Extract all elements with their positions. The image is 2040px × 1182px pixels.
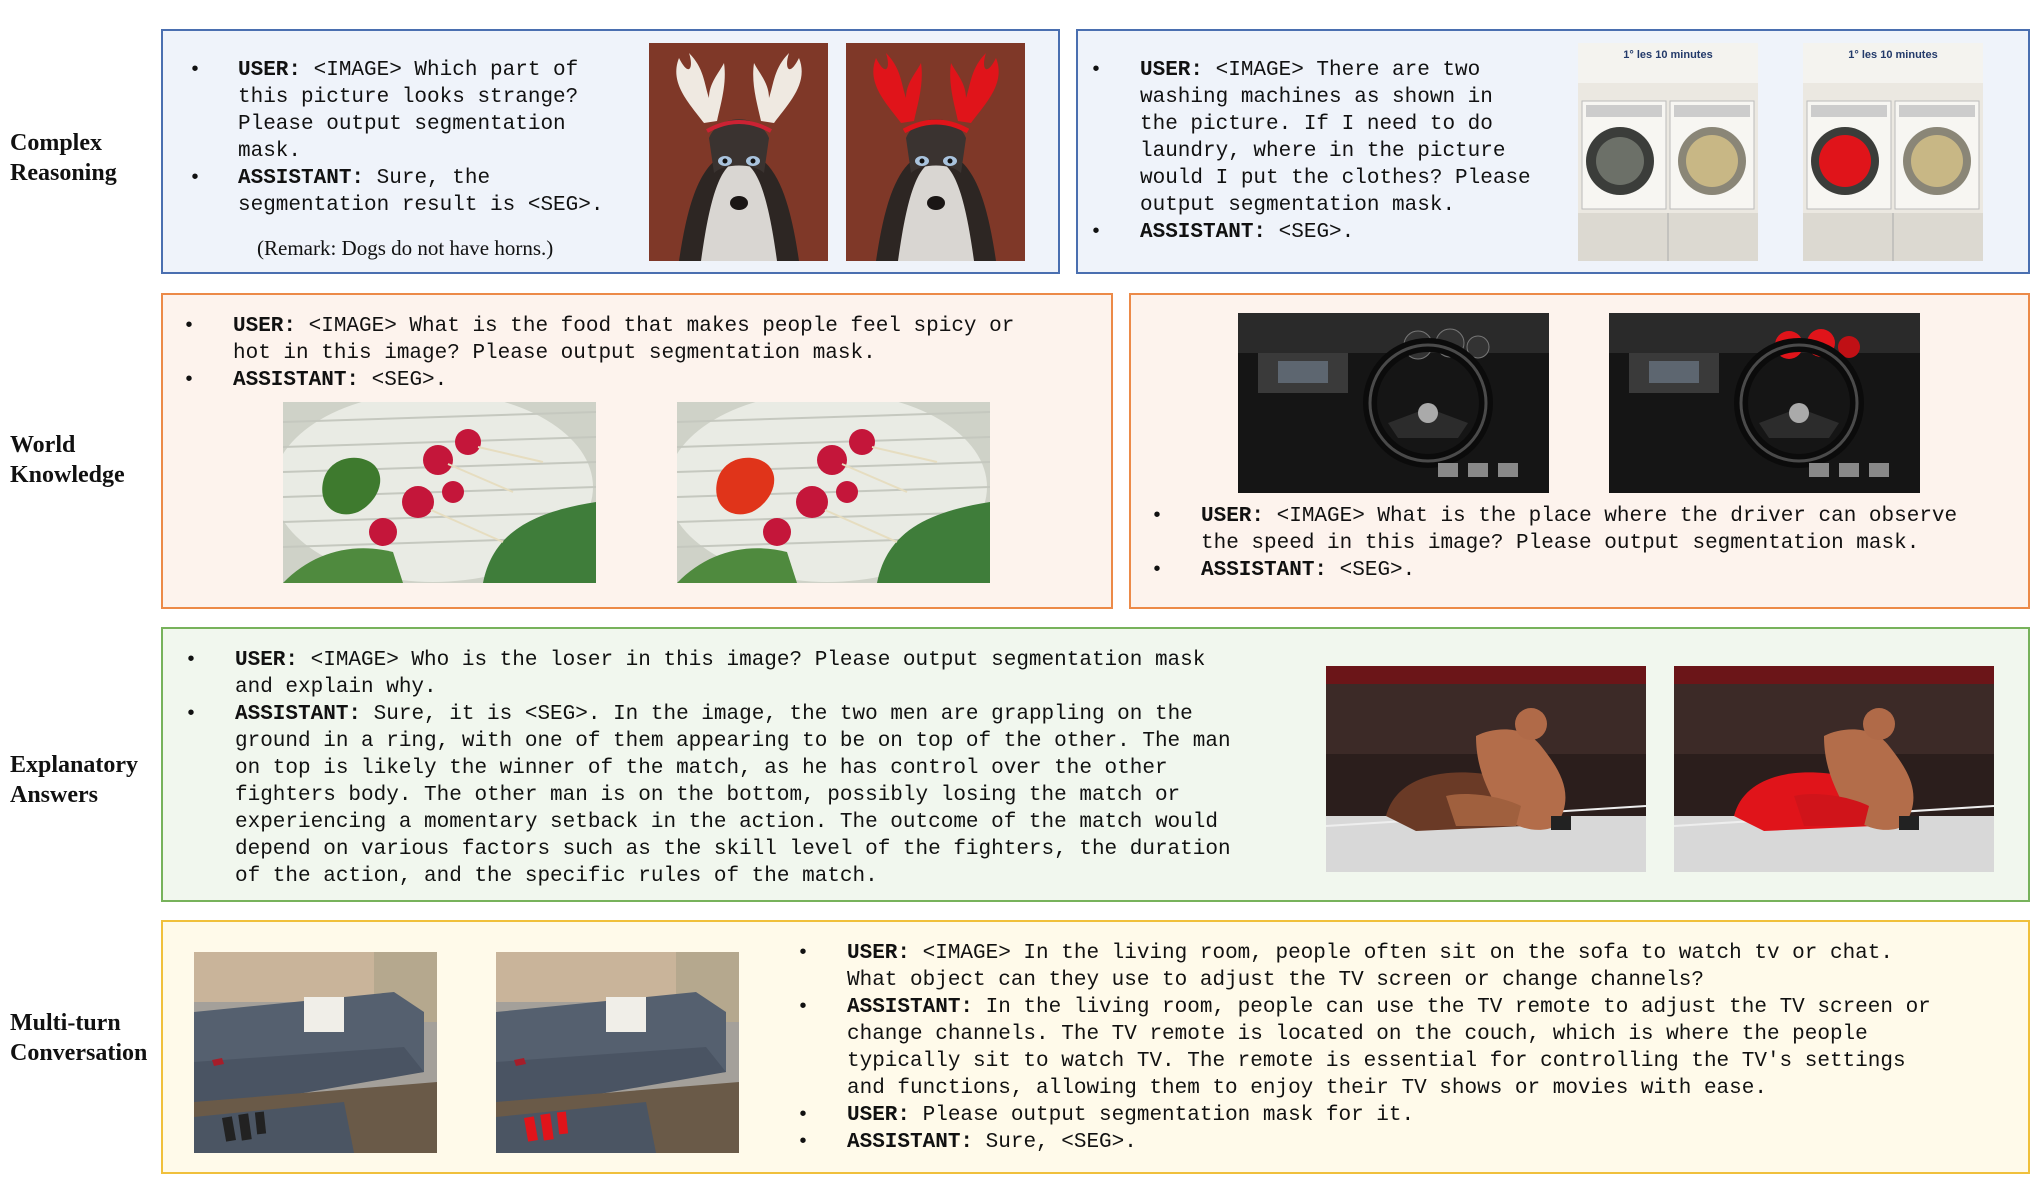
bullet: •: [1151, 505, 1164, 528]
row-label-explanatory-answers: [10, 750, 138, 810]
bullet: •: [797, 942, 810, 965]
text-line: <SEG>.: [1327, 559, 1416, 582]
washer-sign-text: 1° les 10 minutes: [1623, 49, 1713, 61]
example-panel-dog-horns: [161, 29, 1060, 274]
row-label-line: Knowledge: [10, 462, 125, 488]
assistant-turn: [847, 994, 1931, 1102]
dashboard-segmented-image: [1609, 313, 1920, 493]
user-turn: [233, 313, 1014, 367]
user-turn: [1201, 503, 1957, 557]
assistant-turn: [235, 701, 1231, 890]
bullet: •: [1090, 59, 1103, 82]
bullet: •: [189, 59, 202, 82]
dog-input-image: [649, 43, 828, 261]
user-turn: [847, 940, 1893, 994]
example-panel-tv-remote: [161, 920, 2030, 1174]
speaker-user: USER:: [847, 942, 911, 965]
text-line: Sure, the: [364, 167, 491, 190]
row-label-complex-reasoning: [10, 128, 117, 188]
bullet: •: [797, 996, 810, 1019]
text-line: segmentation result is <SEG>.: [238, 194, 604, 217]
speaker-user: USER:: [847, 1104, 911, 1127]
livingroom-input-image: [194, 952, 437, 1153]
speaker-assistant: ASSISTANT:: [1140, 221, 1267, 244]
speaker-user: USER:: [235, 649, 299, 672]
text-line: change channels. The TV remote is located on the couch, which is where the people: [847, 1023, 1868, 1046]
row-label-line: Explanatory: [10, 752, 139, 778]
user-turn: [235, 647, 1205, 701]
text-line: <SEG>.: [1266, 221, 1355, 244]
bullet: •: [189, 167, 202, 190]
bullet: •: [185, 649, 198, 672]
row-label-line: Conversation: [10, 1040, 148, 1066]
text-line: depend on various factors such as the skill level of the fighters, the duration: [235, 838, 1231, 861]
row-label-line: Multi-turn: [10, 1010, 121, 1036]
remark-note: (Remark: Dogs do not have horns.): [257, 236, 554, 260]
bullet: •: [1090, 221, 1103, 244]
text-line: output segmentation mask.: [1140, 194, 1456, 217]
example-panel-washing-machines: [1076, 29, 2030, 274]
text-line: <IMAGE> In the living room, people often sit on the sofa to watch tv or chat.: [910, 942, 1893, 965]
text-line: Sure, <SEG>.: [973, 1131, 1137, 1154]
dashboard-input-image: [1238, 313, 1549, 493]
text-line: this picture looks strange?: [238, 86, 579, 109]
text-line: and explain why.: [235, 676, 437, 699]
radish-segmented-image: [677, 402, 990, 583]
bullet: •: [1151, 559, 1164, 582]
text-line: <IMAGE> What is the food that makes people feel spicy or: [296, 315, 1015, 338]
bullet: •: [183, 369, 196, 392]
row-label-line: Reasoning: [10, 160, 117, 186]
text-line: <SEG>.: [359, 369, 448, 392]
text-line: <IMAGE> There are two: [1203, 59, 1481, 82]
row-label-line: World: [10, 432, 76, 458]
text-line: typically sit to watch TV. The remote is essential for controlling the TV's settings: [847, 1050, 1906, 1073]
washer-segmented-image: [1803, 43, 1983, 261]
assistant-turn: [238, 165, 603, 219]
washer-sign-text: 1° les 10 minutes: [1848, 49, 1938, 61]
text-line: of the action, and the specific rules of the match.: [235, 865, 878, 888]
user-turn: [1140, 57, 1531, 219]
washer-input-image: [1578, 43, 1758, 261]
livingroom-segmented-image: [496, 952, 739, 1153]
bullet: •: [797, 1131, 810, 1154]
bullet: •: [185, 703, 198, 726]
text-line: on top is likely the winner of the match, as he has control over the other: [235, 757, 1168, 780]
fight-segmented-image: [1674, 666, 1994, 872]
assistant-turn: [1201, 557, 1415, 584]
assistant-turn: [1140, 219, 1354, 246]
row-label-line: Answers: [10, 782, 98, 808]
speaker-assistant: ASSISTANT:: [847, 1131, 974, 1154]
text-line: <IMAGE> What is the place where the driver can observe: [1264, 505, 1958, 528]
text-line: What object can they use to adjust the TV screen or change channels?: [847, 969, 1704, 992]
text-line: washing machines as shown in: [1140, 86, 1493, 109]
text-line: laundry, where in the picture: [1140, 140, 1506, 163]
speaker-assistant: ASSISTANT:: [238, 167, 365, 190]
speaker-user: USER:: [238, 59, 302, 82]
text-line: and functions, allowing them to enjoy their TV shows or movies with ease.: [847, 1077, 1767, 1100]
text-line: <IMAGE> Which part of: [301, 59, 579, 82]
text-line: Please output segmentation mask for it.: [910, 1104, 1415, 1127]
user-turn: [238, 57, 578, 165]
row-label-multi-turn-conversation: [10, 1008, 147, 1068]
bullet: •: [183, 315, 196, 338]
speaker-user: USER:: [1140, 59, 1204, 82]
radish-input-image: [283, 402, 596, 583]
fight-input-image: [1326, 666, 1646, 872]
row-label-world-knowledge: [10, 430, 125, 490]
text-line: In the living room, people can use the TV remote to adjust the TV screen or: [973, 996, 1931, 1019]
text-line: <IMAGE> Who is the loser in this image? Please output segmentation mask: [298, 649, 1206, 672]
example-panel-car-speedometer: [1129, 293, 2030, 609]
text-line: Sure, it is <SEG>. In the image, the two men are grappling on the: [361, 703, 1193, 726]
speaker-assistant: ASSISTANT:: [235, 703, 362, 726]
speaker-assistant: ASSISTANT:: [1201, 559, 1328, 582]
text-line: ground in a ring, with one of them appearing to be on top of the other. The man: [235, 730, 1231, 753]
text-line: the speed in this image? Please output segmentation mask.: [1201, 532, 1920, 555]
text-line: Please output segmentation: [238, 113, 566, 136]
row-label-line: Complex: [10, 130, 102, 156]
dog-segmented-image: [846, 43, 1025, 261]
speaker-assistant: ASSISTANT:: [233, 369, 360, 392]
assistant-turn: [233, 367, 447, 394]
bullet: •: [797, 1104, 810, 1127]
speaker-user: USER:: [233, 315, 297, 338]
example-panel-spicy-food: [161, 293, 1113, 609]
text-line: mask.: [238, 140, 302, 163]
text-line: the picture. If I need to do: [1140, 113, 1493, 136]
text-line: would I put the clothes? Please: [1140, 167, 1531, 190]
example-panel-fight-loser: [161, 627, 2030, 902]
speaker-user: USER:: [1201, 505, 1265, 528]
text-line: hot in this image? Please output segmentation mask.: [233, 342, 876, 365]
assistant-turn-2: [847, 1129, 1137, 1156]
user-turn-2: [847, 1102, 1414, 1129]
speaker-assistant: ASSISTANT:: [847, 996, 974, 1019]
text-line: experiencing a momentary setback in the action. The outcome of the match would: [235, 811, 1218, 834]
text-line: fighters body. The other man is on the bottom, possibly losing the match or: [235, 784, 1181, 807]
